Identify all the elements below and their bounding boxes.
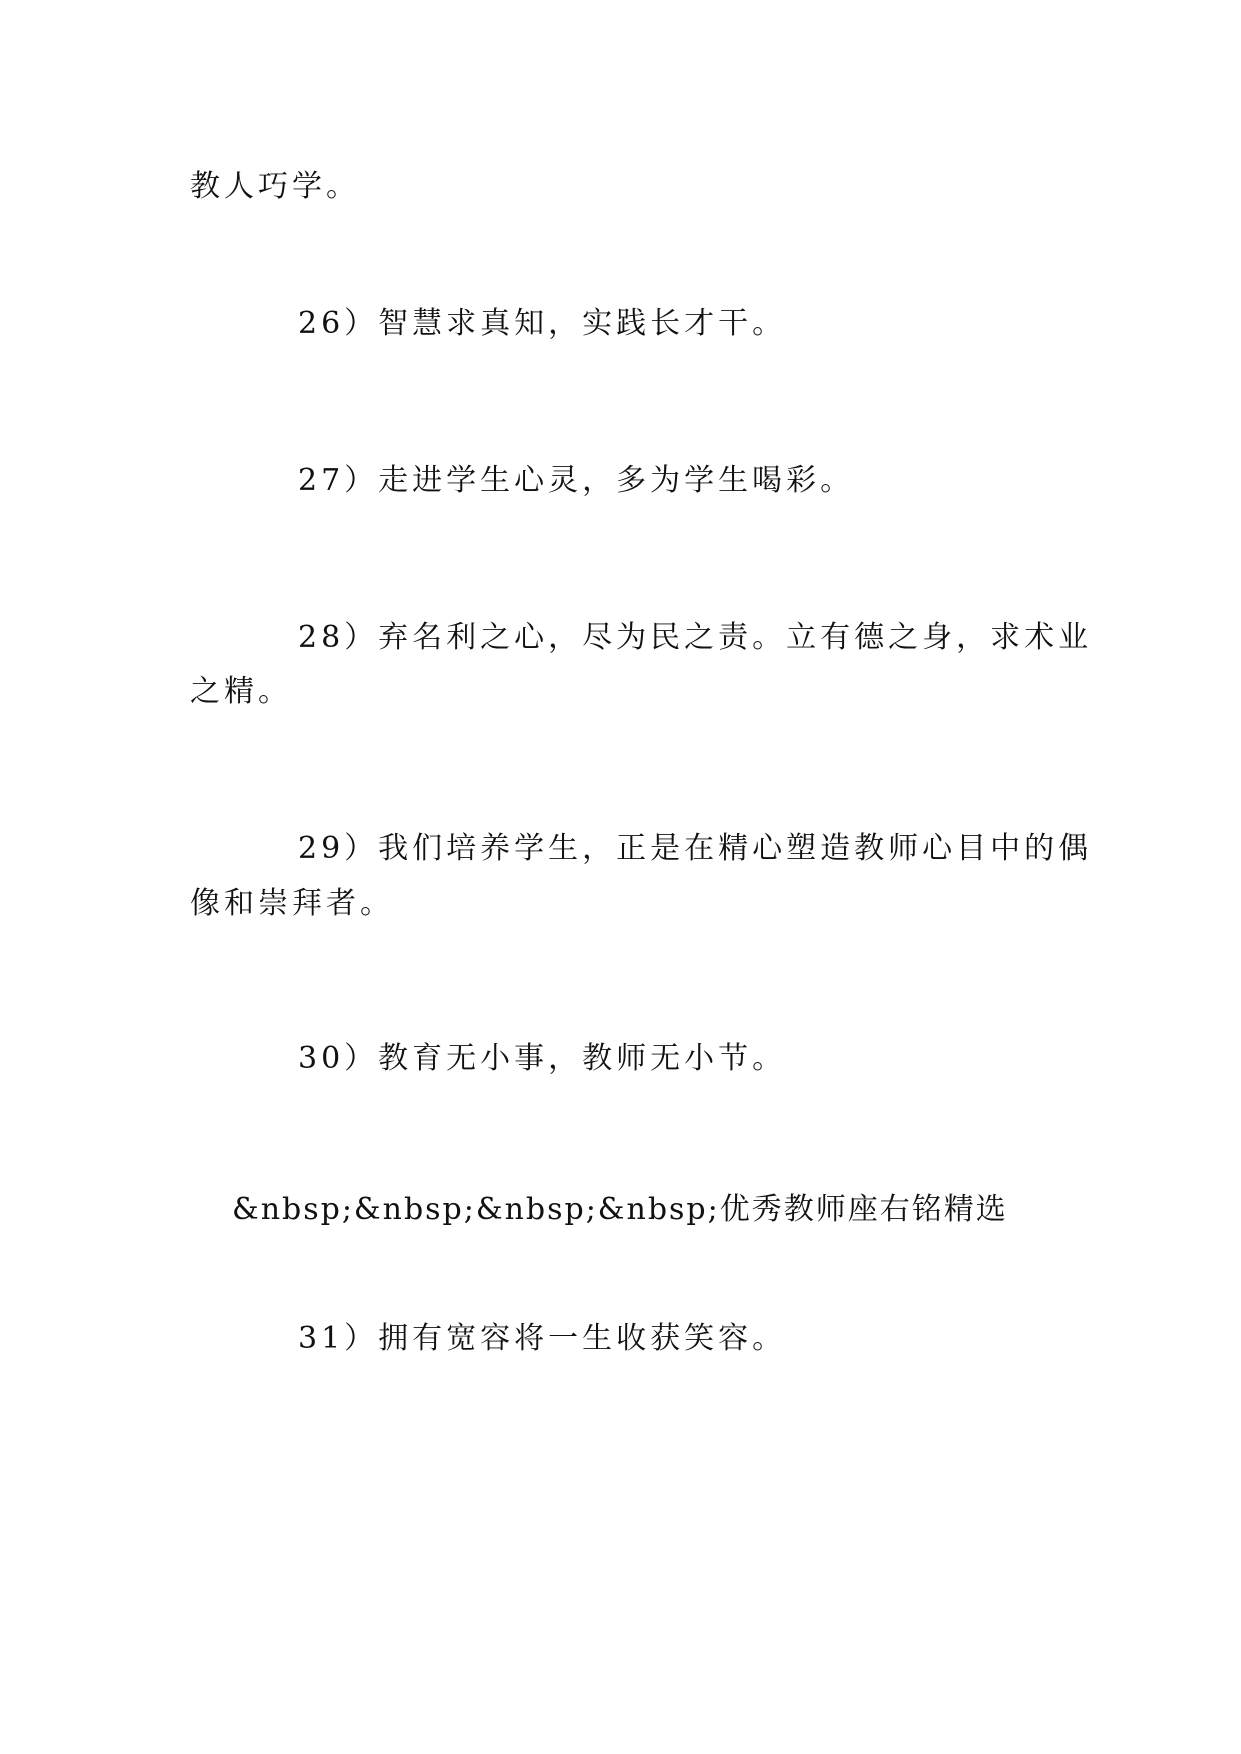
paragraph-line: 像和崇拜者。 <box>190 886 394 921</box>
paragraph-line: 30）教育无小事，教师无小节。 <box>298 1041 787 1076</box>
paragraph-line: 26）智慧求真知，实践长才干。 <box>298 306 787 341</box>
section-heading: &nbsp;&nbsp;&nbsp;&nbsp;优秀教师座右铭精选 <box>232 1192 1008 1227</box>
paragraph-line: 之精。 <box>190 674 292 709</box>
paragraph-line: 28）弃名利之心，尽为民之责。立有德之身，求术业 <box>298 620 1093 655</box>
paragraph-line: 29）我们培养学生，正是在精心塑造教师心目中的偶 <box>298 831 1093 866</box>
paragraph-line: 教人巧学。 <box>190 169 360 204</box>
paragraph-line: 31）拥有宽容将一生收获笑容。 <box>298 1321 787 1356</box>
paragraph-line: 27）走进学生心灵，多为学生喝彩。 <box>298 463 855 498</box>
